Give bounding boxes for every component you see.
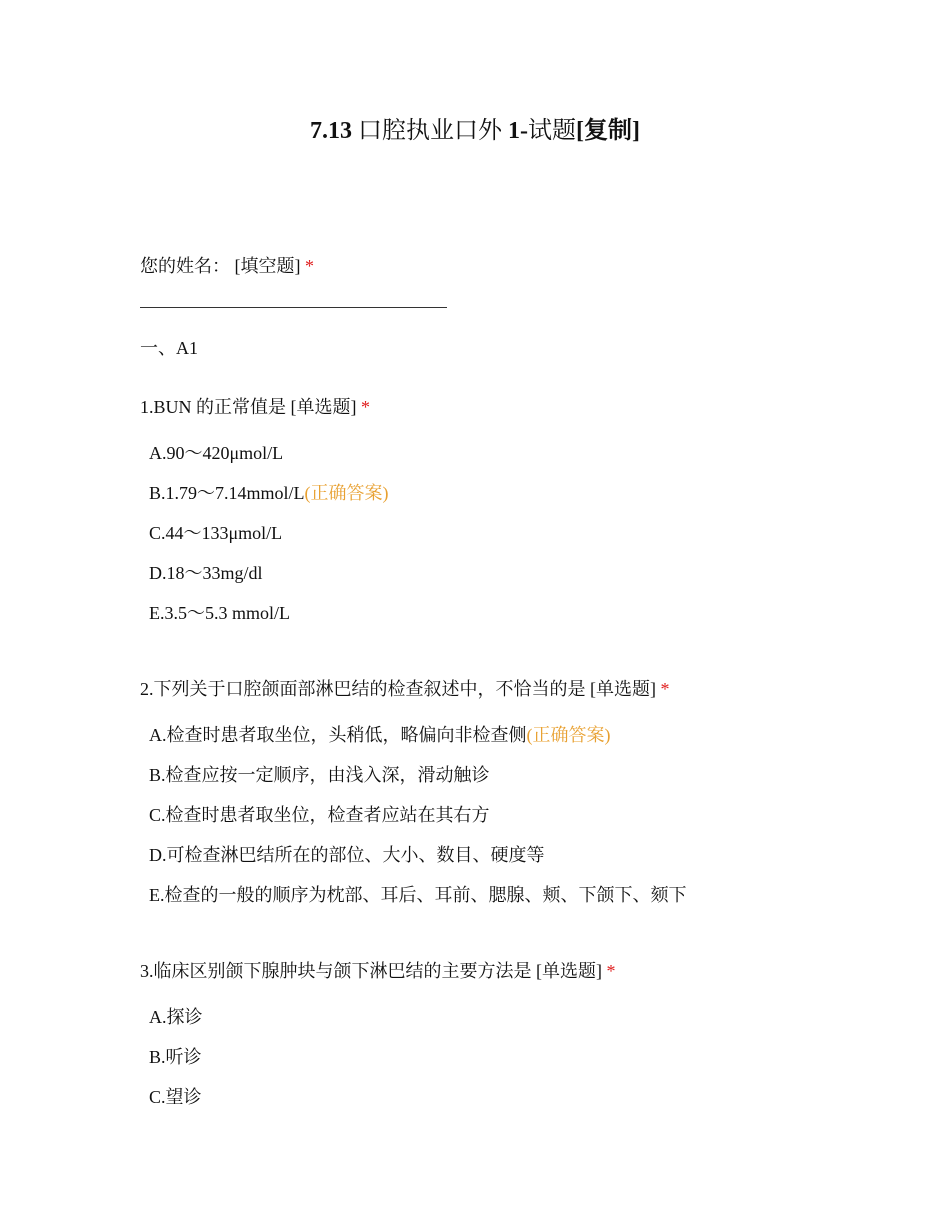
correct-answer-tag: (正确答案) <box>526 725 611 745</box>
correct-answer-tag: (正确答案) <box>304 483 389 503</box>
option[interactable]: C.望诊 <box>149 1087 202 1107</box>
option[interactable]: C.检查时患者取坐位，检查者应站在其右方 <box>149 805 490 825</box>
option[interactable]: B.1.79～7.14mmol/L(正确答案) <box>149 483 389 503</box>
option[interactable]: C.44～133μmol/L <box>149 523 283 543</box>
option[interactable]: A.探诊 <box>149 1007 203 1027</box>
question-1: 1.BUN 的正常值是 [单选题] * <box>140 397 370 417</box>
option[interactable]: B.听诊 <box>149 1047 202 1067</box>
option[interactable]: E.3.5～5.3 mmol/L <box>149 603 290 623</box>
option[interactable]: D.可检查淋巴结所在的部位、大小、数目、硬度等 <box>149 845 545 865</box>
name-question: 您的姓名： [填空题] * <box>140 256 314 276</box>
option[interactable]: A.检查时患者取坐位，头稍低，略偏向非检查侧(正确答案) <box>149 725 611 745</box>
option[interactable]: D.18～33mg/dl <box>149 563 263 583</box>
option[interactable]: A.90～420μmol/L <box>149 443 284 463</box>
option[interactable]: B.检查应按一定顺序，由浅入深，滑动触诊 <box>149 765 490 785</box>
name-input-line[interactable] <box>140 307 447 308</box>
required-marker: * <box>305 256 314 276</box>
option[interactable]: E.检查的一般的顺序为枕部、耳后、耳前、腮腺、颊、下颌下、颏下 <box>149 885 687 905</box>
section-heading: 一、A1 <box>140 338 198 358</box>
question-3: 3.临床区别颌下腺肿块与颌下淋巴结的主要方法是 [单选题] * <box>140 961 616 981</box>
page-title: 7.13 口腔执业口外 1-试题[复制] <box>310 118 640 144</box>
question-2: 2.下列关于口腔颌面部淋巴结的检查叙述中，不恰当的是 [单选题] * <box>140 679 670 699</box>
